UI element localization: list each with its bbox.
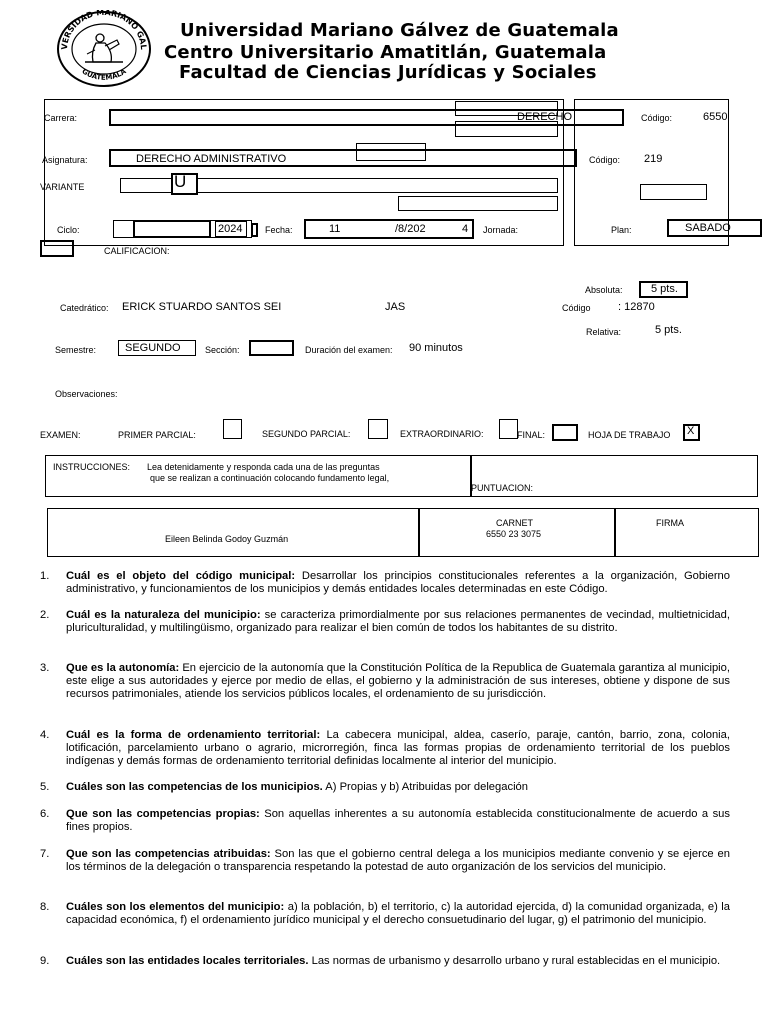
plan-value: SABADO bbox=[685, 222, 731, 234]
codigo2-label: Código: bbox=[589, 155, 621, 165]
question-6 bbox=[40, 808, 730, 834]
carnet-value: 6550 23 3075 bbox=[486, 529, 542, 539]
codigo-value: 6550 bbox=[703, 111, 728, 123]
duracion-value: 90 minutos bbox=[409, 342, 463, 354]
answer-text: A) Propias y b) Atribuidas por delegación bbox=[322, 781, 529, 793]
ciclo-label: Ciclo: bbox=[57, 225, 80, 235]
university-seal bbox=[55, 10, 153, 88]
firma-label: FIRMA bbox=[656, 518, 684, 528]
carrera-box-upper bbox=[455, 101, 558, 116]
catedratico-value-end: JAS bbox=[385, 301, 406, 313]
answer-text: En ejercicio de la autonomía que la Constitución Política de la Republica de Guatemala garantiza al municipio, este elige a sus autoridades y ejerce por medio de ellas, el gobierno y la administración de sus intereses, obtiene y dispone de sus recursos patrimoniales, atiende los servicios públicos locales, el ordenamiento de su jurisdicción. bbox=[66, 662, 730, 701]
calificacion-box[interactable] bbox=[40, 240, 74, 257]
answer-text: Son aquellas inherentes a su autonomía establecida constitucionalmente de acuerdo a sus fines propios. bbox=[66, 808, 730, 834]
jornada-label: Jornada: bbox=[483, 225, 519, 235]
carrera-label: Carrera: bbox=[44, 113, 78, 123]
final-checkbox[interactable] bbox=[552, 424, 578, 441]
hoja-trabajo-mark: X bbox=[687, 425, 695, 437]
question-text: Que son las competencias atribuidas: bbox=[66, 848, 271, 860]
question-2 bbox=[40, 609, 730, 635]
ciclo-tick-box bbox=[251, 223, 258, 237]
primer-parcial-checkbox[interactable] bbox=[223, 419, 242, 439]
answer-text: a) la población, b) el territorio, c) la autoridad ejercida, d) la comunidad organizada, e) la capacidad económica, f) el ordenamiento jurídico municipal y el derecho consuetudinario del lugar, g) el patrimonio del municipio. bbox=[66, 901, 731, 927]
extraordinario-label: EXTRAORDINARIO: bbox=[400, 429, 484, 439]
fecha-label: Fecha: bbox=[265, 225, 293, 235]
instructions-line2: que se realizan a continuación colocando fundamento legal, bbox=[150, 473, 390, 483]
ciclo-inner-box bbox=[133, 220, 211, 238]
university-title: Universidad Mariano Gálvez de Guatemala bbox=[180, 20, 619, 41]
question-text: Cuál es la naturaleza del municipio: bbox=[66, 609, 261, 621]
question-8 bbox=[40, 901, 730, 927]
observaciones-label: Observaciones: bbox=[55, 389, 118, 399]
relativa-value: 5 pts. bbox=[655, 324, 682, 336]
question-text: Que son las competencias propias: bbox=[66, 808, 260, 820]
seal-text-bottom: GUATEMALA bbox=[80, 67, 128, 82]
question-number: 4. bbox=[40, 729, 50, 741]
answer-text: Son las que el gobierno central delega a los municipios mediante convenio y se ejerce en los términos de la delegación o transparencia respetando la potestad de auto organización de los servicios del municipio. bbox=[66, 848, 730, 874]
ciclo-value: 2024 bbox=[218, 223, 243, 235]
asignatura-label: Asignatura: bbox=[42, 155, 88, 165]
carrera-box-lower bbox=[455, 121, 558, 137]
question-text: Cuáles son las entidades locales territoriales. bbox=[66, 955, 309, 967]
examen-label: EXAMEN: bbox=[40, 430, 81, 440]
question-number: 5. bbox=[40, 781, 50, 793]
seal-text-top: VERSIDAD MARIANO GAL bbox=[59, 10, 148, 51]
question-7 bbox=[40, 848, 730, 874]
question-number: 2. bbox=[40, 609, 50, 621]
codigo2-value: 219 bbox=[644, 153, 663, 165]
codigo2-box bbox=[640, 184, 707, 200]
question-text: Cuál es la forma de ordenamiento territorial: bbox=[66, 729, 321, 741]
student-table bbox=[47, 508, 759, 557]
student-divider-2 bbox=[614, 508, 616, 557]
answer-text: se caracteriza primordialmente por sus relaciones permanentes de vecindad, multietnicidad, pluriculturalidad, y multilingüismo, organizado para realizar el bien común de todos los habitantes de su distrito. bbox=[66, 609, 730, 635]
student-divider-1 bbox=[418, 508, 420, 557]
question-4 bbox=[40, 729, 730, 769]
faculty-title: Facultad de Ciencias Jurídicas y Sociales bbox=[179, 62, 597, 83]
catedratico-value: ERICK STUARDO SANTOS SEI bbox=[122, 301, 282, 313]
fecha-month-year: /8/202 bbox=[395, 223, 426, 235]
variante-value: U bbox=[174, 172, 187, 191]
answer-text: Desarrollar los principios constitucionales referentes a la organización, Gobierno administrativo, y funcionamientos de los municipios y demás entidades locales determinadas en este Código. bbox=[66, 570, 730, 596]
instructions-line1: Lea detenidamente y responda cada una de las preguntas bbox=[147, 462, 380, 472]
segundo-parcial-checkbox[interactable] bbox=[368, 419, 388, 439]
calificacion-label: CALIFICACION: bbox=[104, 246, 170, 256]
final-label: FINAL: bbox=[517, 430, 546, 440]
duracion-label: Duración del examen: bbox=[305, 345, 393, 355]
question-number: 6. bbox=[40, 808, 50, 820]
answer-text: La cabecera municipal, aldea, caserío, paraje, cantón, barrio, zona, colonia, lotificación, parcelamiento urbano o agrario, microrregión, finca las formas propias de ordenamiento territorial de los pueblos indígenas y demás formas de ordenamiento territorial definidas localmente al interior del municipio. bbox=[66, 729, 730, 768]
question-1 bbox=[40, 570, 730, 596]
fecha-year-end: 4 bbox=[462, 223, 469, 235]
plan-label: Plan: bbox=[611, 225, 632, 235]
instructions-label: INSTRUCCIONES: bbox=[53, 462, 131, 472]
question-number: 9. bbox=[40, 955, 50, 967]
variante-label: VARIANTE bbox=[40, 182, 85, 192]
question-text: Cuál es el objeto del código municipal: bbox=[66, 570, 296, 582]
question-9 bbox=[40, 955, 730, 968]
asignatura-box bbox=[356, 143, 426, 161]
absoluta-value: 5 pts. bbox=[651, 283, 678, 295]
extraordinario-checkbox[interactable] bbox=[499, 419, 518, 439]
question-text: Cuáles son los elementos del municipio: bbox=[66, 901, 285, 913]
codigo3-value: : 12870 bbox=[618, 301, 655, 313]
question-3 bbox=[40, 662, 730, 702]
question-number: 1. bbox=[40, 570, 50, 582]
hoja-trabajo-label: HOJA DE TRABAJO bbox=[588, 430, 671, 440]
catedratico-label: Catedrático: bbox=[60, 303, 109, 313]
seccion-label: Sección: bbox=[205, 345, 240, 355]
answer-text: Las normas de urbanismo y desarrollo urbano y rural establecidas en el municipio. bbox=[308, 955, 721, 967]
svg-text:GUATEMALA bbox=[80, 67, 128, 82]
codigo3-label: Código bbox=[562, 303, 591, 313]
student-name: Eileen Belinda Godoy Guzmán bbox=[165, 534, 289, 544]
question-text: Que es la autonomía: bbox=[66, 662, 180, 674]
puntuacion-label: PUNTUACION: bbox=[471, 483, 534, 493]
carnet-label: CARNET bbox=[496, 518, 534, 528]
svg-text:UNIVERSIDAD MARIANO GALVEZ bbox=[55, 10, 148, 50]
fecha-day: 11 bbox=[329, 223, 341, 235]
center-title: Centro Universitario Amatitlán, Guatemala bbox=[164, 42, 607, 63]
question-text: Cuáles son las competencias de los municipios. bbox=[66, 781, 323, 793]
question-number: 7. bbox=[40, 848, 50, 860]
segundo-parcial-label: SEGUNDO PARCIAL: bbox=[262, 429, 351, 439]
semestre-value: SEGUNDO bbox=[125, 342, 181, 354]
question-5 bbox=[40, 781, 730, 794]
question-number: 8. bbox=[40, 901, 50, 913]
semestre-label: Semestre: bbox=[55, 345, 97, 355]
asignatura-value: DERECHO ADMINISTRATIVO bbox=[136, 153, 287, 165]
variante-extra-box bbox=[398, 196, 558, 211]
primer-parcial-label: PRIMER PARCIAL: bbox=[118, 430, 196, 440]
question-number: 3. bbox=[40, 662, 50, 674]
codigo-label: Código: bbox=[641, 113, 673, 123]
carrera-value: DERECHO bbox=[517, 111, 573, 123]
relativa-label: Relativa: bbox=[586, 327, 622, 337]
seccion-field[interactable] bbox=[249, 340, 294, 356]
absoluta-label: Absoluta: bbox=[585, 285, 623, 295]
